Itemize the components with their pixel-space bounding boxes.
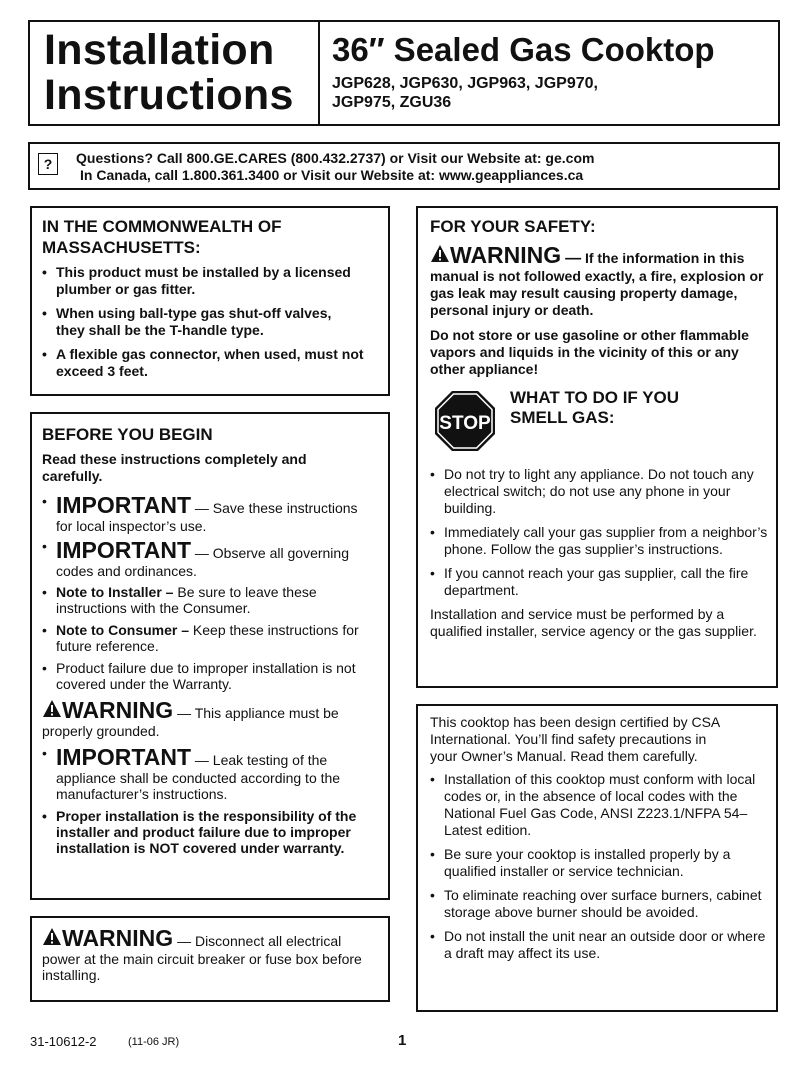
- list-item: • To eliminate reaching over surface burners, cabinet storage above burner should be avoided.: [430, 887, 768, 921]
- questions-line-2: In Canada, call 1.800.361.3400 or Visit our Website at: www.geappliances.ca: [80, 167, 584, 183]
- list-item: • Installation of this cooktop must conform with local codes or, in the absence of local codes with the National Fuel Gas Code, ANSI Z223.1/NFPA 54–Latest edition.: [430, 771, 768, 839]
- model-numbers: [332, 74, 715, 112]
- warning-word: WARNING: [62, 697, 174, 723]
- power-warning-text: — Disconnect all electrical power at the main circuit breaker or fuse box before installing.: [42, 933, 362, 983]
- title-block: [30, 22, 320, 124]
- before-intro: Read these instructions completely and carefully.: [42, 451, 307, 484]
- service-text: Installation and service must be performed by a qualified installer, service agency or the gas supplier.: [430, 606, 757, 639]
- question-icon: ?: [38, 153, 58, 175]
- stop-sign-text: STOP: [439, 413, 491, 434]
- warning-word: WARNING: [450, 242, 562, 268]
- list-item: • If you cannot reach your gas supplier, call the fire department.: [430, 565, 768, 599]
- page-number: 1: [398, 1032, 407, 1049]
- warning-word: WARNING: [62, 925, 174, 951]
- list-item: • Immediately call your gas supplier from a neighbor’s phone. Follow the gas supplier’s instructions.: [430, 524, 768, 558]
- product-title: 36″ Sealed Gas Cooktop: [332, 31, 715, 68]
- massachusetts-box: [30, 206, 390, 396]
- important-word: IMPORTANT: [56, 537, 192, 563]
- before-list-2: [42, 745, 388, 856]
- safety-title: FOR YOUR SAFETY:: [430, 217, 596, 236]
- important-word: IMPORTANT: [56, 492, 192, 518]
- note-consumer-label: Note to Consumer –: [56, 622, 190, 638]
- gasoline-warning: Do not store or use gasoline or other flammable vapors and liquids in the vicinity of this or any other appliance!: [430, 327, 749, 377]
- proper-installation-item: • Proper installation is the responsibility of the installer and product failure due to improper installation is NOT covered under warranty.: [42, 808, 370, 856]
- safety-warning-text: If the information in this manual is not followed exactly, a fire, explosion or gas leak may result causing property damage, personal injury or death.: [430, 250, 764, 318]
- note-installer-label: Note to Installer –: [56, 584, 174, 600]
- questions-box: [28, 142, 780, 190]
- note-installer-text: Be sure to leave these instructions with the Consumer.: [56, 584, 317, 616]
- power-warning: [42, 926, 388, 983]
- important-text-1: — Save these instructions for local inspector’s use.: [56, 500, 358, 534]
- before-title: BEFORE YOU BEGIN: [42, 425, 213, 444]
- note-consumer-text: Keep these instructions for future reference.: [56, 622, 359, 654]
- power-warning-box: [30, 916, 390, 1002]
- grounding-warning: [42, 698, 388, 739]
- warning-dash: —: [565, 250, 582, 267]
- document-number: 31-10612-2: [30, 1034, 97, 1049]
- safety-box: [416, 206, 778, 688]
- massachusetts-title-1: IN THE COMMONWEALTH OF: [42, 217, 282, 236]
- before-list: [42, 493, 388, 692]
- csa-list: [430, 771, 768, 962]
- title-box: [28, 20, 780, 126]
- safety-warning: [430, 243, 768, 319]
- massachusetts-list: [42, 264, 388, 380]
- smell-title-line-2: SMELL GAS:: [510, 408, 615, 427]
- csa-box: [416, 704, 778, 1012]
- title-line-1: Installation: [44, 26, 275, 74]
- list-item: • Do not install the unit near an outside door or where a draft may affect its use.: [430, 928, 768, 962]
- warning-icon: [42, 699, 62, 718]
- important-text-3: — Leak testing of the appliance shall be conducted according to the manufacturer’s instructions.: [56, 752, 341, 802]
- models-line-1: JGP628, JGP630, JGP963, JGP970,: [332, 75, 598, 92]
- smell-gas-list: [430, 466, 768, 640]
- list-item: • Do not try to light any appliance. Do not touch any electrical switch; do not use any phone in your building.: [430, 466, 768, 517]
- list-item: • This product must be installed by a licensed plumber or gas fitter.: [42, 264, 364, 298]
- smell-title-line-1: WHAT TO DO IF YOU: [510, 388, 680, 407]
- before-you-begin-box: [30, 412, 390, 900]
- list-item: • When using ball-type gas shut-off valves, they shall be the T-handle type.: [42, 305, 364, 339]
- list-item: • Be sure your cooktop is installed properly by a qualified installer or service technician.: [430, 846, 768, 880]
- product-block: [320, 22, 715, 124]
- note-installer-item: [42, 584, 370, 616]
- title-line-2: Instructions: [44, 71, 294, 119]
- important-item-1: [42, 493, 370, 534]
- models-line-2: JGP975, ZGU36: [332, 94, 452, 111]
- important-item-2: [42, 538, 370, 579]
- massachusetts-title-2: MASSACHUSETTS:: [42, 238, 201, 257]
- important-text-2: — Observe all governing codes and ordinances.: [56, 545, 349, 579]
- questions-line-1: Questions? Call 800.GE.CARES (800.432.2737) or Visit our Website at: ge.com: [76, 150, 595, 166]
- list-item: • A flexible gas connector, when used, must not exceed 3 feet.: [42, 346, 364, 380]
- important-word: IMPORTANT: [56, 744, 192, 770]
- product-failure-item: • Product failure due to improper installation is not covered under the Warranty.: [42, 660, 370, 692]
- document-date: (11-06 JR): [128, 1036, 180, 1048]
- csa-intro: This cooktop has been design certified by CSA International. You’ll find safety precautions in your Owner’s Manual. Read them carefully.: [430, 714, 720, 764]
- warning-icon: [430, 244, 450, 263]
- important-item-3: [42, 745, 370, 802]
- stop-sign-icon: [434, 390, 496, 452]
- grounding-warning-text: — This appliance must be properly grounded.: [42, 705, 339, 739]
- note-consumer-item: [42, 622, 370, 654]
- smell-gas-title: [510, 388, 679, 428]
- warning-icon: [42, 927, 62, 946]
